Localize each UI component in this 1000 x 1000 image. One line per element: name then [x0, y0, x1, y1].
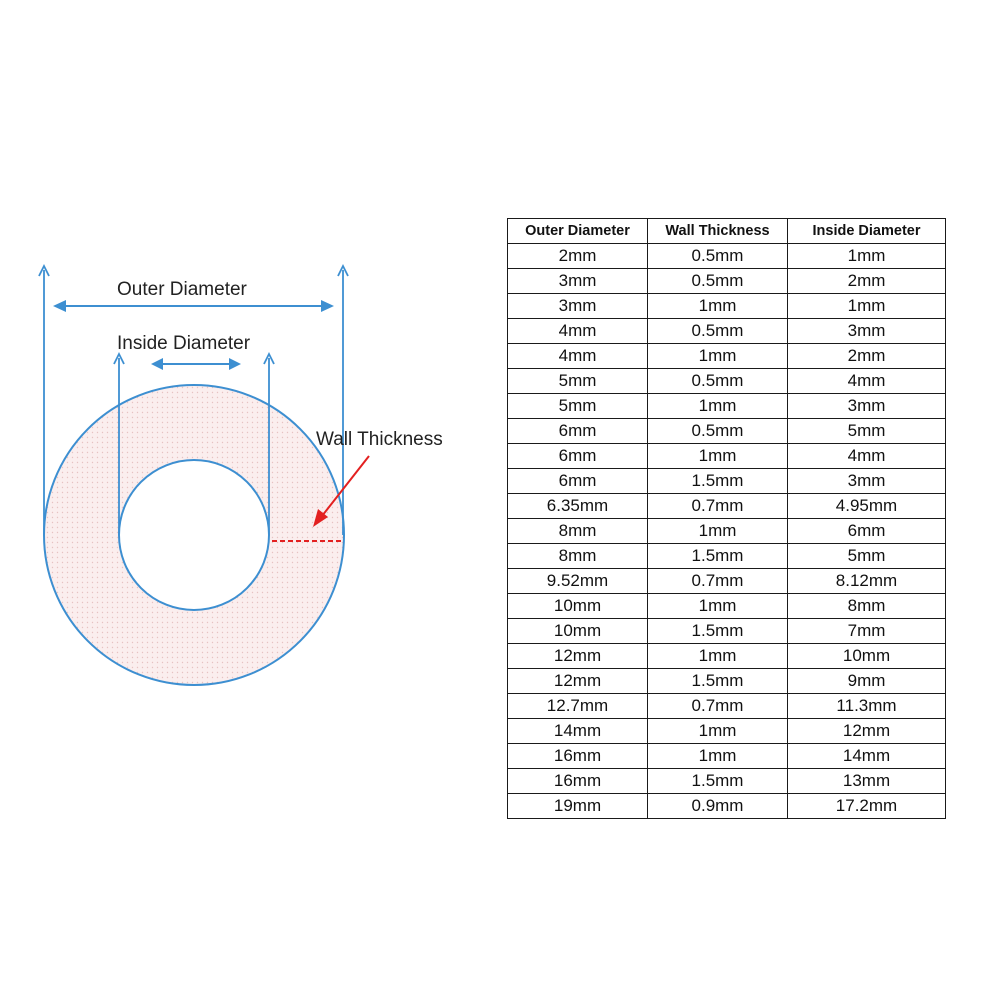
cell-inside-diameter: 11.3mm — [788, 694, 946, 719]
cell-inside-diameter: 1mm — [788, 244, 946, 269]
inside-diameter-left-arrowhead — [151, 358, 163, 370]
cell-inside-diameter: 2mm — [788, 269, 946, 294]
cell-outer-diameter: 19mm — [508, 794, 648, 819]
cell-wall-thickness: 1mm — [648, 519, 788, 544]
cell-inside-diameter: 4mm — [788, 444, 946, 469]
cell-outer-diameter: 2mm — [508, 244, 648, 269]
cell-inside-diameter: 12mm — [788, 719, 946, 744]
table-row — [508, 769, 946, 794]
cell-inside-diameter: 3mm — [788, 394, 946, 419]
cell-wall-thickness: 1mm — [648, 744, 788, 769]
table-row — [508, 269, 946, 294]
header-inside-diameter: Inside Diameter — [788, 219, 946, 244]
cell-wall-thickness: 0.9mm — [648, 794, 788, 819]
cell-wall-thickness: 1.5mm — [648, 619, 788, 644]
cell-outer-diameter: 6mm — [508, 469, 648, 494]
cell-inside-diameter: 8.12mm — [788, 569, 946, 594]
cell-outer-diameter: 14mm — [508, 719, 648, 744]
cell-outer-diameter: 6.35mm — [508, 494, 648, 519]
cell-outer-diameter: 5mm — [508, 394, 648, 419]
cell-wall-thickness: 1mm — [648, 644, 788, 669]
header-wall-thickness: Wall Thickness — [648, 219, 788, 244]
outer-diameter-right-arrowhead — [321, 300, 334, 312]
cell-outer-diameter: 10mm — [508, 594, 648, 619]
cell-wall-thickness: 0.5mm — [648, 369, 788, 394]
cell-wall-thickness: 1mm — [648, 394, 788, 419]
tube-size-table — [507, 218, 946, 819]
table-row — [508, 244, 946, 269]
cell-outer-diameter: 12mm — [508, 669, 648, 694]
cell-wall-thickness: 0.5mm — [648, 319, 788, 344]
cell-inside-diameter: 4.95mm — [788, 494, 946, 519]
cell-outer-diameter: 4mm — [508, 344, 648, 369]
table-row — [508, 519, 946, 544]
table-row — [508, 594, 946, 619]
cell-inside-diameter: 6mm — [788, 519, 946, 544]
cell-wall-thickness: 1mm — [648, 719, 788, 744]
cell-inside-diameter: 5mm — [788, 419, 946, 444]
cell-inside-diameter: 8mm — [788, 594, 946, 619]
cell-outer-diameter: 16mm — [508, 769, 648, 794]
cell-wall-thickness: 0.7mm — [648, 569, 788, 594]
inside-diameter-right-arrowhead — [229, 358, 241, 370]
table-body — [508, 244, 946, 819]
table-row — [508, 344, 946, 369]
cell-outer-diameter: 5mm — [508, 369, 648, 394]
cell-inside-diameter: 10mm — [788, 644, 946, 669]
table-row — [508, 719, 946, 744]
cell-inside-diameter: 2mm — [788, 344, 946, 369]
cell-inside-diameter: 14mm — [788, 744, 946, 769]
cell-wall-thickness: 1mm — [648, 344, 788, 369]
cell-outer-diameter: 10mm — [508, 619, 648, 644]
table-row — [508, 319, 946, 344]
cell-inside-diameter: 17.2mm — [788, 794, 946, 819]
table-row — [508, 694, 946, 719]
cell-outer-diameter: 3mm — [508, 269, 648, 294]
cell-wall-thickness: 1.5mm — [648, 769, 788, 794]
cell-wall-thickness: 0.5mm — [648, 419, 788, 444]
cell-wall-thickness: 1mm — [648, 294, 788, 319]
cell-outer-diameter: 8mm — [508, 544, 648, 569]
table-row — [508, 669, 946, 694]
cell-wall-thickness: 0.7mm — [648, 494, 788, 519]
table-row — [508, 494, 946, 519]
table-row — [508, 744, 946, 769]
cell-wall-thickness: 1mm — [648, 444, 788, 469]
outer-diameter-label: Outer Diameter — [117, 279, 247, 300]
cell-wall-thickness: 0.5mm — [648, 269, 788, 294]
table-row — [508, 794, 946, 819]
cell-wall-thickness: 1mm — [648, 594, 788, 619]
cell-inside-diameter: 9mm — [788, 669, 946, 694]
cell-outer-diameter: 8mm — [508, 519, 648, 544]
tube-wall-ring — [44, 385, 344, 685]
cell-outer-diameter: 16mm — [508, 744, 648, 769]
wall-thickness-label: Wall Thickness — [316, 429, 443, 450]
cell-inside-diameter: 3mm — [788, 469, 946, 494]
cell-wall-thickness: 1.5mm — [648, 544, 788, 569]
cell-outer-diameter: 12mm — [508, 644, 648, 669]
cell-wall-thickness: 1.5mm — [648, 469, 788, 494]
table-row — [508, 544, 946, 569]
cell-wall-thickness: 0.5mm — [648, 244, 788, 269]
table-header-row — [508, 219, 946, 244]
cell-outer-diameter: 6mm — [508, 419, 648, 444]
table-row — [508, 294, 946, 319]
outer-diameter-left-arrowhead — [53, 300, 66, 312]
cell-inside-diameter: 13mm — [788, 769, 946, 794]
cell-outer-diameter: 4mm — [508, 319, 648, 344]
cell-inside-diameter: 1mm — [788, 294, 946, 319]
table-row — [508, 419, 946, 444]
cell-wall-thickness: 0.7mm — [648, 694, 788, 719]
table-row — [508, 369, 946, 394]
cell-outer-diameter: 12.7mm — [508, 694, 648, 719]
cell-inside-diameter: 3mm — [788, 319, 946, 344]
cell-outer-diameter: 6mm — [508, 444, 648, 469]
cell-outer-diameter: 3mm — [508, 294, 648, 319]
table-row — [508, 619, 946, 644]
header-outer-diameter: Outer Diameter — [508, 219, 648, 244]
cell-outer-diameter: 9.52mm — [508, 569, 648, 594]
inside-diameter-label: Inside Diameter — [117, 333, 251, 354]
table-row — [508, 469, 946, 494]
table-row — [508, 644, 946, 669]
cell-inside-diameter: 4mm — [788, 369, 946, 394]
cell-inside-diameter: 7mm — [788, 619, 946, 644]
table-row — [508, 569, 946, 594]
table-row — [508, 444, 946, 469]
cell-inside-diameter: 5mm — [788, 544, 946, 569]
cell-wall-thickness: 1.5mm — [648, 669, 788, 694]
table-row — [508, 394, 946, 419]
